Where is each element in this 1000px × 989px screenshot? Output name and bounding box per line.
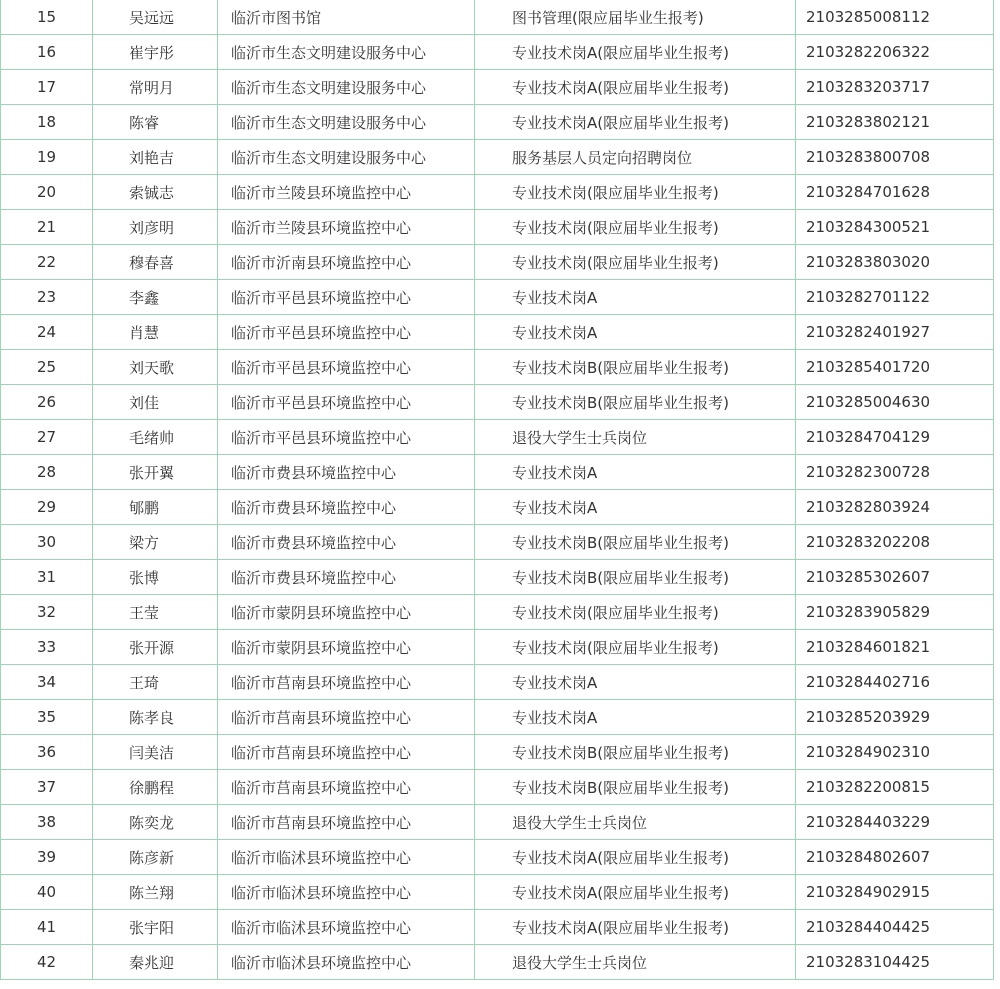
- row-number-cell: 41: [1, 910, 93, 945]
- candidate-name-cell: 吴远远: [93, 0, 218, 35]
- position-cell: 专业技术岗A(限应届毕业生报考): [475, 875, 796, 910]
- candidate-name-cell: 陈彦新: [93, 840, 218, 875]
- exam-ticket-number-cell: 2103282401927: [796, 315, 994, 350]
- table-row: [1, 945, 994, 980]
- position-cell: 专业技术岗(限应届毕业生报考): [475, 595, 796, 630]
- candidate-name-cell: 刘佳: [93, 385, 218, 420]
- table-row: [1, 630, 994, 665]
- hiring-unit-cell: 临沂市临沭县环境监控中心: [218, 945, 475, 980]
- hiring-unit-cell: 临沂市平邑县环境监控中心: [218, 350, 475, 385]
- exam-ticket-number-cell: 2103284300521: [796, 210, 994, 245]
- hiring-unit-cell: 临沂市蒙阴县环境监控中心: [218, 630, 475, 665]
- hiring-unit-cell: 临沂市平邑县环境监控中心: [218, 315, 475, 350]
- row-number-cell: 19: [1, 140, 93, 175]
- table-row: [1, 140, 994, 175]
- hiring-unit-cell: 临沂市莒南县环境监控中心: [218, 735, 475, 770]
- candidate-name-cell: 索铖志: [93, 175, 218, 210]
- row-number-cell: 37: [1, 770, 93, 805]
- row-number-cell: 20: [1, 175, 93, 210]
- hiring-unit-cell: 临沂市费县环境监控中心: [218, 490, 475, 525]
- exam-ticket-number-cell: 2103284902915: [796, 875, 994, 910]
- table-row: [1, 0, 994, 35]
- table-row: [1, 315, 994, 350]
- exam-ticket-number-cell: 2103283202208: [796, 525, 994, 560]
- candidate-name-cell: 刘天歌: [93, 350, 218, 385]
- candidate-name-cell: 崔宇彤: [93, 35, 218, 70]
- exam-ticket-number-cell: 2103283802121: [796, 105, 994, 140]
- row-number-cell: 29: [1, 490, 93, 525]
- table-row: [1, 560, 994, 595]
- position-cell: 专业技术岗(限应届毕业生报考): [475, 245, 796, 280]
- table-row: [1, 455, 994, 490]
- position-cell: 专业技术岗(限应届毕业生报考): [475, 630, 796, 665]
- exam-ticket-number-cell: 2103285008112: [796, 0, 994, 35]
- position-cell: 专业技术岗(限应届毕业生报考): [475, 175, 796, 210]
- row-number-cell: 36: [1, 735, 93, 770]
- table-row: [1, 700, 994, 735]
- row-number-cell: 42: [1, 945, 93, 980]
- candidate-name-cell: 闫美洁: [93, 735, 218, 770]
- hiring-unit-cell: 临沂市蒙阴县环境监控中心: [218, 595, 475, 630]
- candidate-name-cell: 刘艳吉: [93, 140, 218, 175]
- hiring-unit-cell: 临沂市生态文明建设服务中心: [218, 105, 475, 140]
- row-number-cell: 23: [1, 280, 93, 315]
- exam-ticket-number-cell: 2103284701628: [796, 175, 994, 210]
- hiring-unit-cell: 临沂市生态文明建设服务中心: [218, 140, 475, 175]
- position-cell: 图书管理(限应届毕业生报考): [475, 0, 796, 35]
- exam-ticket-number-cell: 2103285401720: [796, 350, 994, 385]
- position-cell: 专业技术岗B(限应届毕业生报考): [475, 385, 796, 420]
- row-number-cell: 15: [1, 0, 93, 35]
- table-row: [1, 665, 994, 700]
- position-cell: 专业技术岗(限应届毕业生报考): [475, 210, 796, 245]
- candidate-name-cell: 张博: [93, 560, 218, 595]
- hiring-unit-cell: 临沂市临沭县环境监控中心: [218, 910, 475, 945]
- position-cell: 专业技术岗B(限应届毕业生报考): [475, 350, 796, 385]
- table-row: [1, 70, 994, 105]
- position-cell: 专业技术岗B(限应届毕业生报考): [475, 525, 796, 560]
- candidate-name-cell: 陈孝良: [93, 700, 218, 735]
- candidate-name-cell: 李鑫: [93, 280, 218, 315]
- position-cell: 专业技术岗A: [475, 280, 796, 315]
- hiring-unit-cell: 临沂市图书馆: [218, 0, 475, 35]
- table-row: [1, 840, 994, 875]
- exam-ticket-number-cell: 2103284403229: [796, 805, 994, 840]
- position-cell: 专业技术岗B(限应届毕业生报考): [475, 770, 796, 805]
- row-number-cell: 38: [1, 805, 93, 840]
- exam-ticket-number-cell: 2103284404425: [796, 910, 994, 945]
- hiring-unit-cell: 临沂市费县环境监控中心: [218, 525, 475, 560]
- candidate-name-cell: 梁方: [93, 525, 218, 560]
- exam-ticket-number-cell: 2103282300728: [796, 455, 994, 490]
- row-number-cell: 39: [1, 840, 93, 875]
- candidate-name-cell: 王莹: [93, 595, 218, 630]
- position-cell: 服务基层人员定向招聘岗位: [475, 140, 796, 175]
- position-cell: 退役大学生士兵岗位: [475, 945, 796, 980]
- table-row: [1, 420, 994, 455]
- row-number-cell: 25: [1, 350, 93, 385]
- candidate-name-cell: 张开翼: [93, 455, 218, 490]
- candidate-name-cell: 刘彦明: [93, 210, 218, 245]
- position-cell: 专业技术岗A(限应届毕业生报考): [475, 910, 796, 945]
- hiring-unit-cell: 临沂市莒南县环境监控中心: [218, 700, 475, 735]
- position-cell: 专业技术岗A: [475, 665, 796, 700]
- table-row: [1, 525, 994, 560]
- hiring-unit-cell: 临沂市生态文明建设服务中心: [218, 70, 475, 105]
- hiring-unit-cell: 临沂市临沭县环境监控中心: [218, 840, 475, 875]
- row-number-cell: 16: [1, 35, 93, 70]
- candidate-table-body: [1, 0, 994, 980]
- position-cell: 退役大学生士兵岗位: [475, 420, 796, 455]
- row-number-cell: 30: [1, 525, 93, 560]
- exam-ticket-number-cell: 2103282200815: [796, 770, 994, 805]
- position-cell: 专业技术岗A(限应届毕业生报考): [475, 70, 796, 105]
- table-row: [1, 35, 994, 70]
- exam-ticket-number-cell: 2103283803020: [796, 245, 994, 280]
- candidate-name-cell: 穆春喜: [93, 245, 218, 280]
- row-number-cell: 22: [1, 245, 93, 280]
- table-row: [1, 245, 994, 280]
- exam-ticket-number-cell: 2103283104425: [796, 945, 994, 980]
- table-row: [1, 770, 994, 805]
- row-number-cell: 28: [1, 455, 93, 490]
- hiring-unit-cell: 临沂市费县环境监控中心: [218, 455, 475, 490]
- hiring-unit-cell: 临沂市生态文明建设服务中心: [218, 35, 475, 70]
- candidate-name-cell: 陈睿: [93, 105, 218, 140]
- exam-ticket-number-cell: 2103283800708: [796, 140, 994, 175]
- table-row: [1, 595, 994, 630]
- exam-ticket-number-cell: 2103284902310: [796, 735, 994, 770]
- exam-ticket-number-cell: 2103283905829: [796, 595, 994, 630]
- row-number-cell: 35: [1, 700, 93, 735]
- hiring-unit-cell: 临沂市莒南县环境监控中心: [218, 770, 475, 805]
- row-number-cell: 32: [1, 595, 93, 630]
- position-cell: 专业技术岗A(限应届毕业生报考): [475, 840, 796, 875]
- exam-ticket-number-cell: 2103285203929: [796, 700, 994, 735]
- hiring-unit-cell: 临沂市费县环境监控中心: [218, 560, 475, 595]
- candidate-name-cell: 肖慧: [93, 315, 218, 350]
- candidate-name-cell: 张开源: [93, 630, 218, 665]
- row-number-cell: 40: [1, 875, 93, 910]
- exam-ticket-number-cell: 2103285004630: [796, 385, 994, 420]
- table-row: [1, 350, 994, 385]
- hiring-unit-cell: 临沂市兰陵县环境监控中心: [218, 210, 475, 245]
- row-number-cell: 24: [1, 315, 93, 350]
- hiring-unit-cell: 临沂市临沭县环境监控中心: [218, 875, 475, 910]
- row-number-cell: 21: [1, 210, 93, 245]
- hiring-unit-cell: 临沂市平邑县环境监控中心: [218, 420, 475, 455]
- exam-ticket-number-cell: 2103284802607: [796, 840, 994, 875]
- table-row: [1, 385, 994, 420]
- exam-ticket-number-cell: 2103282206322: [796, 35, 994, 70]
- candidate-name-cell: 陈兰翔: [93, 875, 218, 910]
- table-row: [1, 210, 994, 245]
- hiring-unit-cell: 临沂市平邑县环境监控中心: [218, 280, 475, 315]
- candidate-name-cell: 徐鹏程: [93, 770, 218, 805]
- candidate-name-cell: 陈奕龙: [93, 805, 218, 840]
- row-number-cell: 31: [1, 560, 93, 595]
- table-row: [1, 910, 994, 945]
- table-row: [1, 105, 994, 140]
- row-number-cell: 27: [1, 420, 93, 455]
- row-number-cell: 17: [1, 70, 93, 105]
- row-number-cell: 33: [1, 630, 93, 665]
- exam-ticket-number-cell: 2103284704129: [796, 420, 994, 455]
- table-row: [1, 175, 994, 210]
- candidate-name-cell: 秦兆迎: [93, 945, 218, 980]
- table-row: [1, 280, 994, 315]
- candidate-name-cell: 毛绪帅: [93, 420, 218, 455]
- candidate-name-cell: 张宇阳: [93, 910, 218, 945]
- position-cell: 专业技术岗A: [475, 700, 796, 735]
- candidate-name-cell: 郇鹏: [93, 490, 218, 525]
- exam-ticket-number-cell: 2103282701122: [796, 280, 994, 315]
- position-cell: 专业技术岗A: [475, 455, 796, 490]
- table-row: [1, 490, 994, 525]
- position-cell: 专业技术岗A(限应届毕业生报考): [475, 35, 796, 70]
- position-cell: 专业技术岗A(限应届毕业生报考): [475, 105, 796, 140]
- position-cell: 退役大学生士兵岗位: [475, 805, 796, 840]
- exam-ticket-number-cell: 2103285302607: [796, 560, 994, 595]
- hiring-unit-cell: 临沂市莒南县环境监控中心: [218, 665, 475, 700]
- table-row: [1, 735, 994, 770]
- position-cell: 专业技术岗A: [475, 315, 796, 350]
- row-number-cell: 34: [1, 665, 93, 700]
- exam-ticket-number-cell: 2103284402716: [796, 665, 994, 700]
- exam-ticket-number-cell: 2103283203717: [796, 70, 994, 105]
- exam-ticket-number-cell: 2103282803924: [796, 490, 994, 525]
- table-row: [1, 805, 994, 840]
- row-number-cell: 26: [1, 385, 93, 420]
- position-cell: 专业技术岗A: [475, 490, 796, 525]
- candidate-name-cell: 王琦: [93, 665, 218, 700]
- table-row: [1, 875, 994, 910]
- position-cell: 专业技术岗B(限应届毕业生报考): [475, 735, 796, 770]
- hiring-unit-cell: 临沂市沂南县环境监控中心: [218, 245, 475, 280]
- exam-ticket-number-cell: 2103284601821: [796, 630, 994, 665]
- row-number-cell: 18: [1, 105, 93, 140]
- position-cell: 专业技术岗B(限应届毕业生报考): [475, 560, 796, 595]
- hiring-unit-cell: 临沂市兰陵县环境监控中心: [218, 175, 475, 210]
- hiring-unit-cell: 临沂市莒南县环境监控中心: [218, 805, 475, 840]
- candidate-name-cell: 常明月: [93, 70, 218, 105]
- hiring-unit-cell: 临沂市平邑县环境监控中心: [218, 385, 475, 420]
